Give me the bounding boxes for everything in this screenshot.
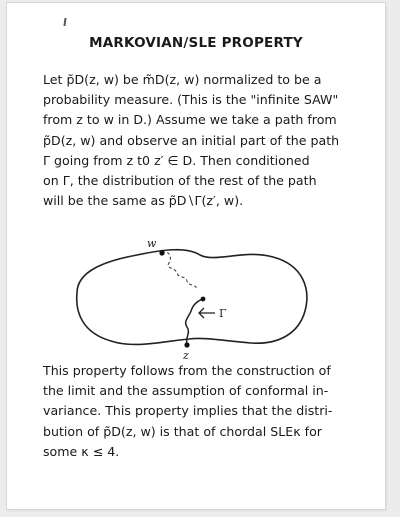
paragraph-line: variance. This property implies that the distri-	[43, 403, 333, 419]
paragraph-line: from z to w in D.) Assume we take a path from	[43, 112, 337, 128]
scan-mark	[63, 18, 66, 26]
paragraph-line: p̃D(z, w) and observe an initial part of the path	[43, 132, 340, 148]
paragraph-line: Let p̃D(z, w) be m̃D(z, w) normalized to be a	[43, 72, 322, 87]
endpoint-z	[184, 342, 189, 347]
label-w: w	[147, 241, 157, 250]
domain-boundary	[77, 250, 307, 345]
paragraph-line: This property follows from the construction of	[43, 363, 331, 378]
paragraph-line: some κ ≤ 4.	[43, 443, 120, 459]
paragraph-line: will be the same as p̃D∖Γ(z′, w).	[43, 193, 244, 209]
paragraph-line: Γ going from z t0 z′ ∈ D. Then conditioned	[43, 152, 310, 168]
label-z: z	[183, 349, 189, 359]
intro-paragraph	[43, 70, 359, 211]
conclusion-paragraph	[43, 361, 359, 462]
label-gamma: Γ	[219, 307, 227, 320]
path-remainder	[162, 252, 197, 289]
paragraph-line: probability measure. (This is the "infinite SAW"	[43, 92, 339, 108]
gamma-arrow	[199, 308, 215, 318]
endpoint-w	[159, 250, 164, 255]
endpoint-zprime	[201, 297, 206, 302]
paragraph-line: bution of p̃D(z, w) is that of chordal SLEκ for	[43, 423, 322, 439]
domain-sketch	[65, 241, 315, 359]
paragraph-line: on Γ, the distribution of the rest of the path	[43, 173, 317, 189]
document-page	[7, 3, 385, 509]
paragraph-line: the limit and the assumption of conformal in-	[43, 383, 329, 399]
page-title: MARKOVIAN/SLE PROPERTY	[89, 35, 303, 51]
